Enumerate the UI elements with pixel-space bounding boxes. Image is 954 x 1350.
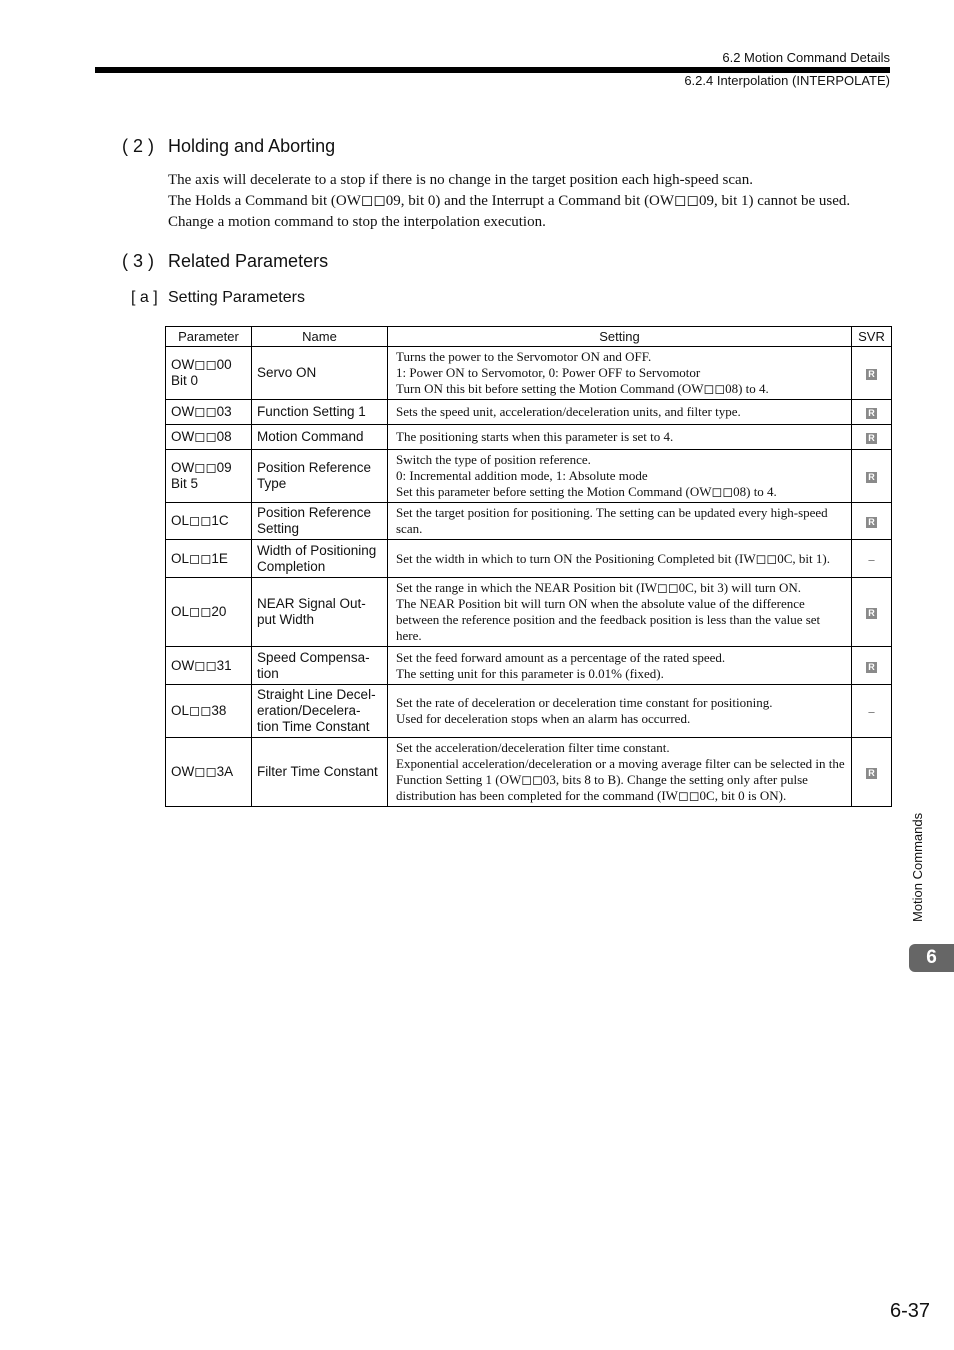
table-row: [166, 578, 892, 647]
r-badge-icon: R: [866, 768, 877, 779]
svr-cell: [852, 400, 892, 425]
table-row: [166, 347, 892, 400]
param-cell: OL◻◻1C: [166, 503, 252, 540]
chapter-tab: 6: [909, 944, 954, 972]
table-row: [166, 540, 892, 578]
setting-cell: Set the width in which to turn ON the Positioning Completed bit (IW◻◻0C, bit 1).: [388, 540, 852, 578]
svr-cell: [852, 685, 892, 738]
name-cell: Width of Positioning Completion: [252, 540, 388, 578]
paragraph-line: The Holds a Command bit (OW◻◻09, bit 0) and the Interrupt a Command bit (OW◻◻09, bit 1) cannot be used.: [168, 193, 851, 209]
table-row: [166, 400, 892, 425]
table-row: [166, 450, 892, 503]
param-cell: OW◻◻3A: [166, 738, 252, 807]
paragraph-line: Change a motion command to stop the interpolation execution.: [168, 214, 546, 230]
col-header-parameter: Parameter: [166, 327, 252, 347]
setting-cell: Set the feed forward amount as a percentage of the rated speed. The setting unit for this parameter is 0.01% (fixed).: [388, 647, 852, 685]
heading-text: Related Parameters: [168, 251, 329, 271]
col-header-setting: Setting: [388, 327, 852, 347]
r-badge-icon: R: [866, 662, 877, 673]
name-cell: Speed Compensa-tion: [252, 647, 388, 685]
holding-paragraph: [168, 170, 888, 233]
svr-cell: [852, 578, 892, 647]
heading-text: Holding and Aborting: [168, 136, 336, 156]
svr-cell: [852, 425, 892, 450]
name-cell: Servo ON: [252, 347, 388, 400]
setting-cell: Turns the power to the Servomotor ON and OFF. 1: Power ON to Servomotor, 0: Power OFF to Servomotor Turn ON this bit before setting the Motion Command (OW◻◻08) to 4.: [388, 347, 852, 400]
svr-dash: –: [868, 704, 875, 718]
param-cell: OL◻◻20: [166, 578, 252, 647]
col-header-name: Name: [252, 327, 388, 347]
name-cell: Function Setting 1: [252, 400, 388, 425]
param-cell: OW◻◻00 Bit 0: [166, 347, 252, 400]
side-chapter-label: Motion Commands: [910, 812, 925, 922]
setting-cell: Switch the type of position reference. 0: Incremental addition mode, 1: Absolute mode Set this parameter before setting the Motion Command (OW◻◻08) to 4.: [388, 450, 852, 503]
name-cell: Straight Line Decel-eration/Decelera-tion Time Constant: [252, 685, 388, 738]
col-header-svr: SVR: [852, 327, 892, 347]
svr-cell: [852, 647, 892, 685]
setting-cell: Set the target position for positioning. The setting can be updated every high-speed scan.: [388, 503, 852, 540]
r-badge-icon: R: [866, 408, 877, 419]
heading-holding-and-aborting: [122, 136, 335, 157]
setting-cell: Sets the speed unit, acceleration/deceleration units, and filter type.: [388, 400, 852, 425]
svr-cell: [852, 347, 892, 400]
heading-setting-parameters: [131, 289, 305, 307]
page-number: 6-37: [889, 1300, 930, 1322]
heading-number: [ a ]: [131, 289, 158, 306]
name-cell: NEAR Signal Out-put Width: [252, 578, 388, 647]
r-badge-icon: R: [866, 472, 877, 483]
heading-number: ( 2 ): [122, 136, 155, 156]
header-subsection-title: 6.2.4 Interpolation (INTERPOLATE): [684, 73, 890, 88]
setting-parameters-table: [165, 326, 892, 807]
setting-cell: Set the range in which the NEAR Position bit (IW◻◻0C, bit 3) will turn ON. The NEAR Position bit will turn ON when the absolute value of the difference between the reference position and the feedback position is less than the value set here.: [388, 578, 852, 647]
setting-cell: The positioning starts when this parameter is set to 4.: [388, 425, 852, 450]
svr-cell: [852, 540, 892, 578]
name-cell: Position Reference Type: [252, 450, 388, 503]
name-cell: Filter Time Constant: [252, 738, 388, 807]
setting-cell: Set the rate of deceleration or deceleration time constant for positioning. Used for deceleration stops when an alarm has occurred.: [388, 685, 852, 738]
paragraph-line: The axis will decelerate to a stop if there is no change in the target position each high-speed scan.: [168, 172, 753, 188]
param-cell: OW◻◻03: [166, 400, 252, 425]
setting-cell: Set the acceleration/deceleration filter time constant. Exponential acceleration/deceleration or a moving average filter can be selected in the Function Setting 1 (OW◻◻03, bits 8 to B). Change the setting only after pulse distribution has been completed for the command (IW◻◻0C, bit 0 is ON).: [388, 738, 852, 807]
table-row: [166, 425, 892, 450]
name-cell: Position Reference Setting: [252, 503, 388, 540]
table-header-row: [166, 327, 892, 347]
table-row: [166, 685, 892, 738]
table-row: [166, 647, 892, 685]
name-cell: Motion Command: [252, 425, 388, 450]
heading-number: ( 3 ): [122, 251, 155, 271]
param-cell: OL◻◻1E: [166, 540, 252, 578]
header-section-title: 6.2 Motion Command Details: [722, 50, 890, 65]
param-cell: OW◻◻09 Bit 5: [166, 450, 252, 503]
r-badge-icon: R: [866, 433, 877, 444]
param-cell: OW◻◻08: [166, 425, 252, 450]
heading-text: Setting Parameters: [168, 289, 305, 306]
r-badge-icon: R: [866, 517, 877, 528]
svr-dash: –: [868, 551, 875, 566]
r-badge-icon: R: [866, 608, 877, 619]
param-cell: OL◻◻38: [166, 685, 252, 738]
svr-cell: [852, 738, 892, 807]
heading-related-parameters: [122, 251, 328, 272]
table-row: [166, 738, 892, 807]
svr-cell: [852, 450, 892, 503]
r-badge-icon: R: [866, 369, 877, 380]
table-row: [166, 503, 892, 540]
svr-cell: [852, 503, 892, 540]
param-cell: OW◻◻31: [166, 647, 252, 685]
